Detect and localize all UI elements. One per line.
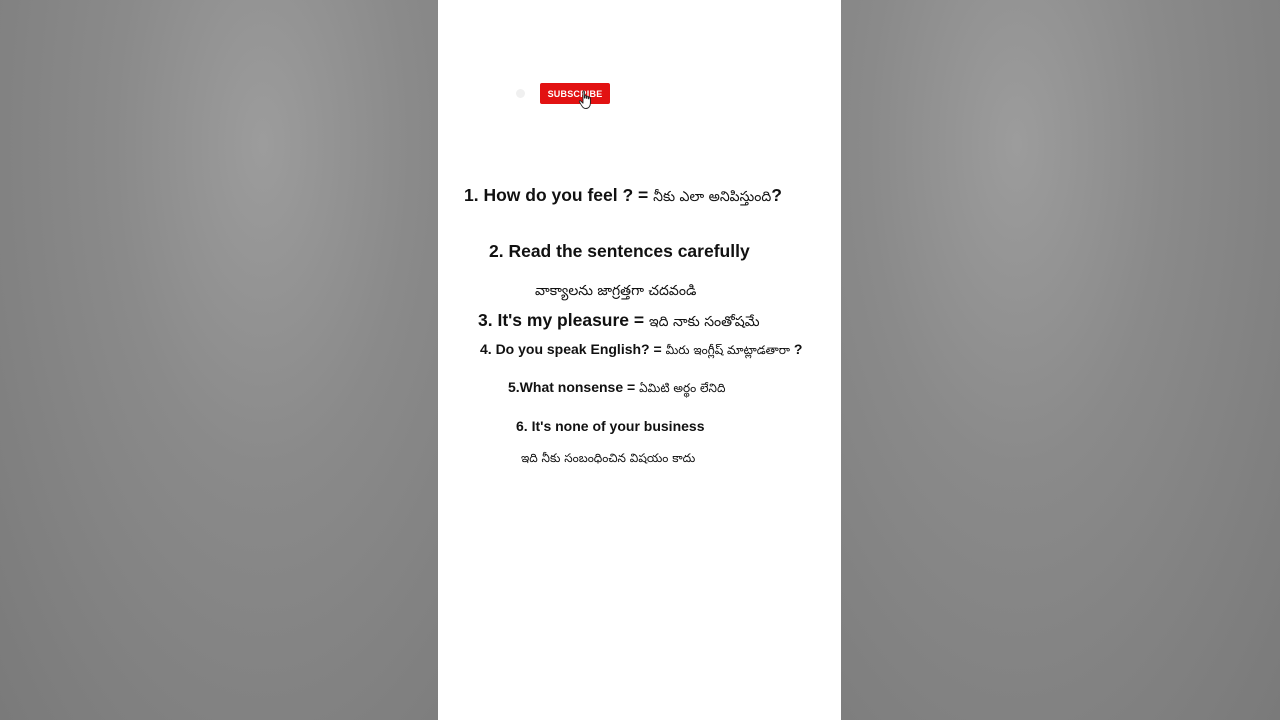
subscribe-button[interactable]: SUBSCRIBE — [540, 83, 610, 104]
phrase-1-english: 1. How do you feel ? = — [464, 185, 654, 205]
content-panel — [438, 0, 841, 720]
hand-pointer-icon — [578, 90, 594, 110]
phrase-1-suffix: ? — [771, 185, 782, 205]
phrase-3-english: 3. It's my pleasure = — [478, 310, 649, 330]
blurred-background-right — [841, 0, 1280, 720]
phrase-2-telugu: వాక్యాలను జాగ్రత్తగా చదవండి — [535, 283, 697, 299]
phrase-5 — [508, 379, 725, 398]
phrase-6-english: 6. It's none of your business — [516, 418, 705, 434]
phrase-4-english: 4. Do you speak English? = — [480, 341, 666, 357]
phrase-4 — [480, 341, 802, 360]
phrase-5-telugu: ఏమిటి అర్థం లేనిది — [639, 381, 726, 395]
phrase-6-telugu: ఇది నీకు సంబంధించిన విషయం కాదు — [521, 451, 696, 465]
phrase-4-suffix: ? — [789, 341, 803, 357]
phrase-1-telugu: నీకు ఎలా అనిపిస్తుంది — [653, 189, 772, 205]
subscribe-dot-icon — [516, 89, 525, 98]
phrase-5-english: 5.What nonsense = — [508, 379, 640, 395]
phrase-1 — [464, 185, 782, 208]
phrase-2-english: 2. Read the sentences carefully — [489, 241, 750, 261]
phrase-3-telugu: ఇది నాకు సంతోషమే — [648, 314, 760, 330]
phrase-4-telugu: మీరు ఇంగ్లీష్ మాట్లాడతారా — [665, 343, 790, 357]
phrase-3 — [478, 310, 760, 333]
blurred-background-left — [0, 0, 438, 720]
